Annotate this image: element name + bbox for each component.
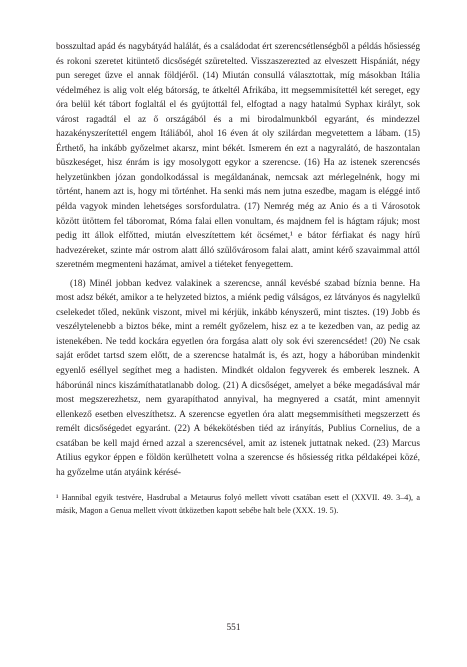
page-body (56, 40, 420, 517)
body-paragraph: bosszultad apád és nagybátyád halálát, és a családodat ért szerencsétlenségből a példás hősiesség és rokoni szeretet kitüntető dicsőségét szüretelted. Visszaszerezted az elveszett Hispániát, négy pun sereget űzve el annak földjéről. (14) Miután consullá választottak, míg másokban Itália védelméhez is alig volt elég bátorság, te átkeltél Afrikába, itt megsemmisítettél két sereget, egy óra belül két tábort foglaltál el és gyújtottál fel, elfogtad a nagy hatalmú Syphax királyt, sok várost ragadtál el az ő országából és a mi birodalmunkból egyaránt, és mindezzel hazakényszerítettél engem Itáliából, ahol 16 éven át oly szilárdan megvetettem a lábam. (15) Érthető, ha inkább győzelmet akarsz, mint békét. Ismerem én ezt a nagyralátó, de haszontalan büszkeséget, hisz énrám is igy mosolygott egykor a szerencse. (16) Ha az istenek szerencsés helyzetünkben józan gondolkodással is megáldanának, nemcsak azt mérlegelnénk, hogy mi történt, hanem azt is, hogy mi történhet. Ha senki más nem jutna eszedbe, magam is eléggé intő példa vagyok minden lehetséges sorsfordulatra. (17) Nemrég még az Anio és a ti Városotok között ütöttem fel táboromat, Róma falai ellen vonultam, és majdnem fel is hágtam rájuk; most pedig itt állok elfőtted, miután elveszítettem két öcsémet,¹ e bátor férfiakat és nagy hírű hadvezéreket, szinte már ostrom alatt álló szülővárosom falai alatt, amint kérő szavaimmal attól szeretném megmenteni hazámat, amivel a tiéteket fenyegettem. (56, 42, 420, 271)
body-paragraph: (18) Minél jobban kedvez valakinek a szerencse, annál kevésbé szabad bíznia benne. Ha most adsz békét, amikor a te helyzeted biztos, a miénk pedig válságos, ez látványos és nagylelkű cselekedet tőled, nekünk viszont, mivel mi kérjük, inkább kényszerű, mint tisztes. (19) Jobb és veszélytelenebb a biztos béke, mint a remélt győzelem, hisz ez a te kezedben van, az pedig az istenekében. Ne tedd kockára egyetlen óra forgása alatt oly sok évi szerencsédet! (20) Ne csak saját erődet tartsd szem előtt, de a szerencse hatalmát is, és azt, hogy a háborúban mindenkit egyenlő eséllyel segíthet meg a hadisten. Mindkét oldalon fegyverek és emberek lesznek. A háborúnál nincs kiszámíthatatlanabb dolog. (21) A dicsőséget, amelyet a béke megadásával már most megszerezhetsz, nem gyarapíthatod annyival, ha megnyered a csatát, mint amennyit ellenkező esetben elveszíthetsz. A szerencse egyetlen óra alatt megsemmisítheti megszerzett és remélt dicsőségedet egyaránt. (22) A békekötésben tiéd az irányítás, Publius Cornelius, de a csatában be kell majd érned azzal a szerencsével, amit az istenek juttatnak neked. (23) Marcus Atilius egykor éppen e földön kerülhetett volna a szerencse és hősiesség ritka példaképei közé, ha győzelme után atyáink kérésé- (56, 278, 420, 478)
page-number: 551 (226, 623, 241, 633)
footnote: ¹ Hannibal egyik testvére, Hasdrubal a Metaurus folyó mellett vívott csatában esett el (XXVII. 49. 3–4), a másik, Magon a Genua mellett vívott ütközetben kapott sebébe halt bele (XXX. 19. 5). (56, 493, 420, 515)
